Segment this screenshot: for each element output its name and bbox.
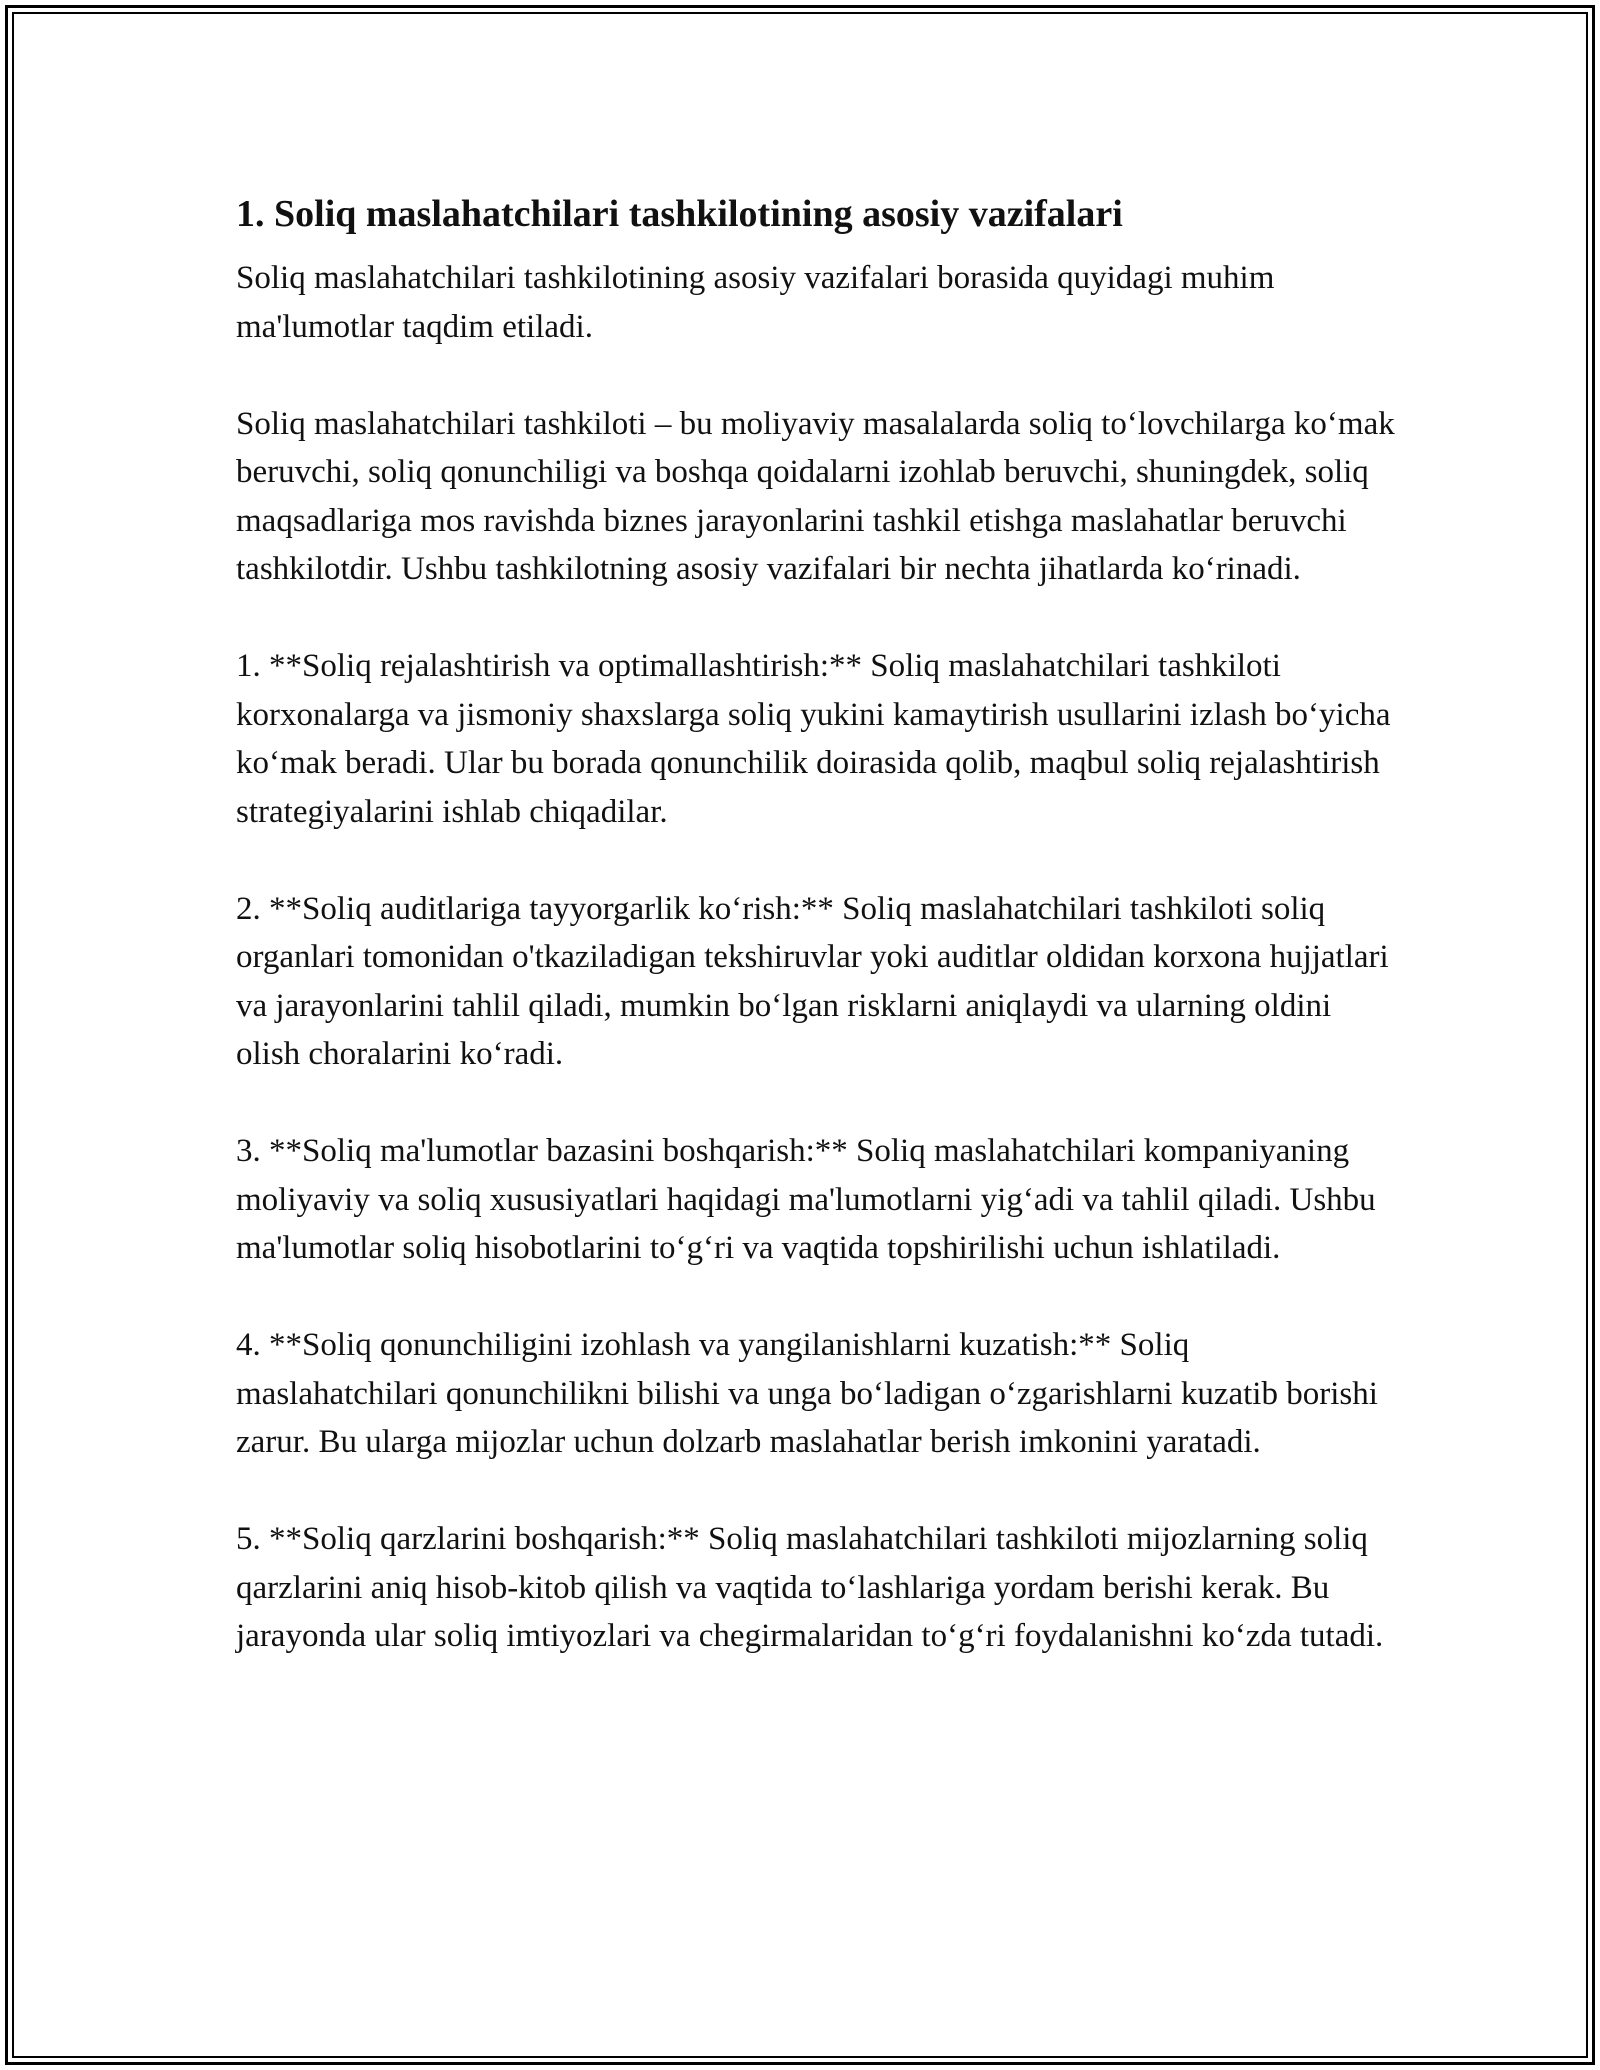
document-body — [236, 188, 1396, 1709]
page-title: 1. Soliq maslahatchilari tashkilotining asosiy vazifalari — [236, 193, 1123, 235]
list-item-4: 4. **Soliq qonunchiligini izohlash va yangilanishlarni kuzatish:** Soliq maslahatchilari qonunchilikni bilishi va unga bo‘ladigan o‘zgarishlarni kuzatib borishi zarur. Bu ularga mijozlar uchun dolzarb maslahatlar berish imkonini yaratadi. — [236, 1327, 1378, 1460]
list-item-5: 5. **Soliq qarzlarini boshqarish:** Soliq maslahatchilari tashkiloti mijozlarning soliq qarzlarini aniq hisob-kitob qilish va vaqtida to‘lashlariga yordam berishi kerak. Bu jarayonda ular soliq imtiyozlari va chegirmalaridan to‘g‘ri foydalanishni ko‘zda tutadi. — [236, 1521, 1384, 1654]
intro-paragraph: Soliq maslahatchilari tashkilotining asosiy vazifalari borasida quyidagi muhim ma'lumotlar taqdim etiladi. — [236, 260, 1275, 345]
list-item-1: 1. **Soliq rejalashtirish va optimallashtirish:** Soliq maslahatchilari tashkiloti korxonalarga va jismoniy shaxslarga soliq yukini kamaytirish usullarini izlash bo‘yicha ko‘mak beradi. Ular bu borada qonunchilik doirasida qolib, maqbul soliq rejalashtirish strategiyalarini ishlab chiqadilar. — [236, 648, 1391, 830]
definition-paragraph: Soliq maslahatchilari tashkiloti – bu moliyaviy masalalarda soliq to‘lovchilarga ko‘mak beruvchi, soliq qonunchiligi va boshqa qoidalarni izohlab beruvchi, shuningdek, soliq maqsadlariga mos ravishda biznes jarayonlarini tashkil etishga maslahatlar beruvchi tashkilotdir. Ushbu tashkilotning asosiy vazifalari bir nechta jihatlarda ko‘rinadi. — [236, 405, 1395, 587]
list-item-3: 3. **Soliq ma'lumotlar bazasini boshqarish:** Soliq maslahatchilari kompaniyaning moliyaviy va soliq xususiyatlari haqidagi ma'lumotlarni yig‘adi va tahlil qiladi. Ushbu ma'lumotlar soliq hisobotlarini to‘g‘ri va vaqtida topshirilishi uchun ishlatiladi. — [236, 1133, 1376, 1266]
list-item-2: 2. **Soliq auditlariga tayyorgarlik ko‘rish:** Soliq maslahatchilari tashkiloti soliq organlari tomonidan o'tkaziladigan tekshiruvlar yoki auditlar oldidan korxona hujjatlari va jarayonlarini tahlil qiladi, mumkin bo‘lgan risklarni aniqlaydi va ularning oldini olish choralarini ko‘radi. — [236, 890, 1389, 1072]
